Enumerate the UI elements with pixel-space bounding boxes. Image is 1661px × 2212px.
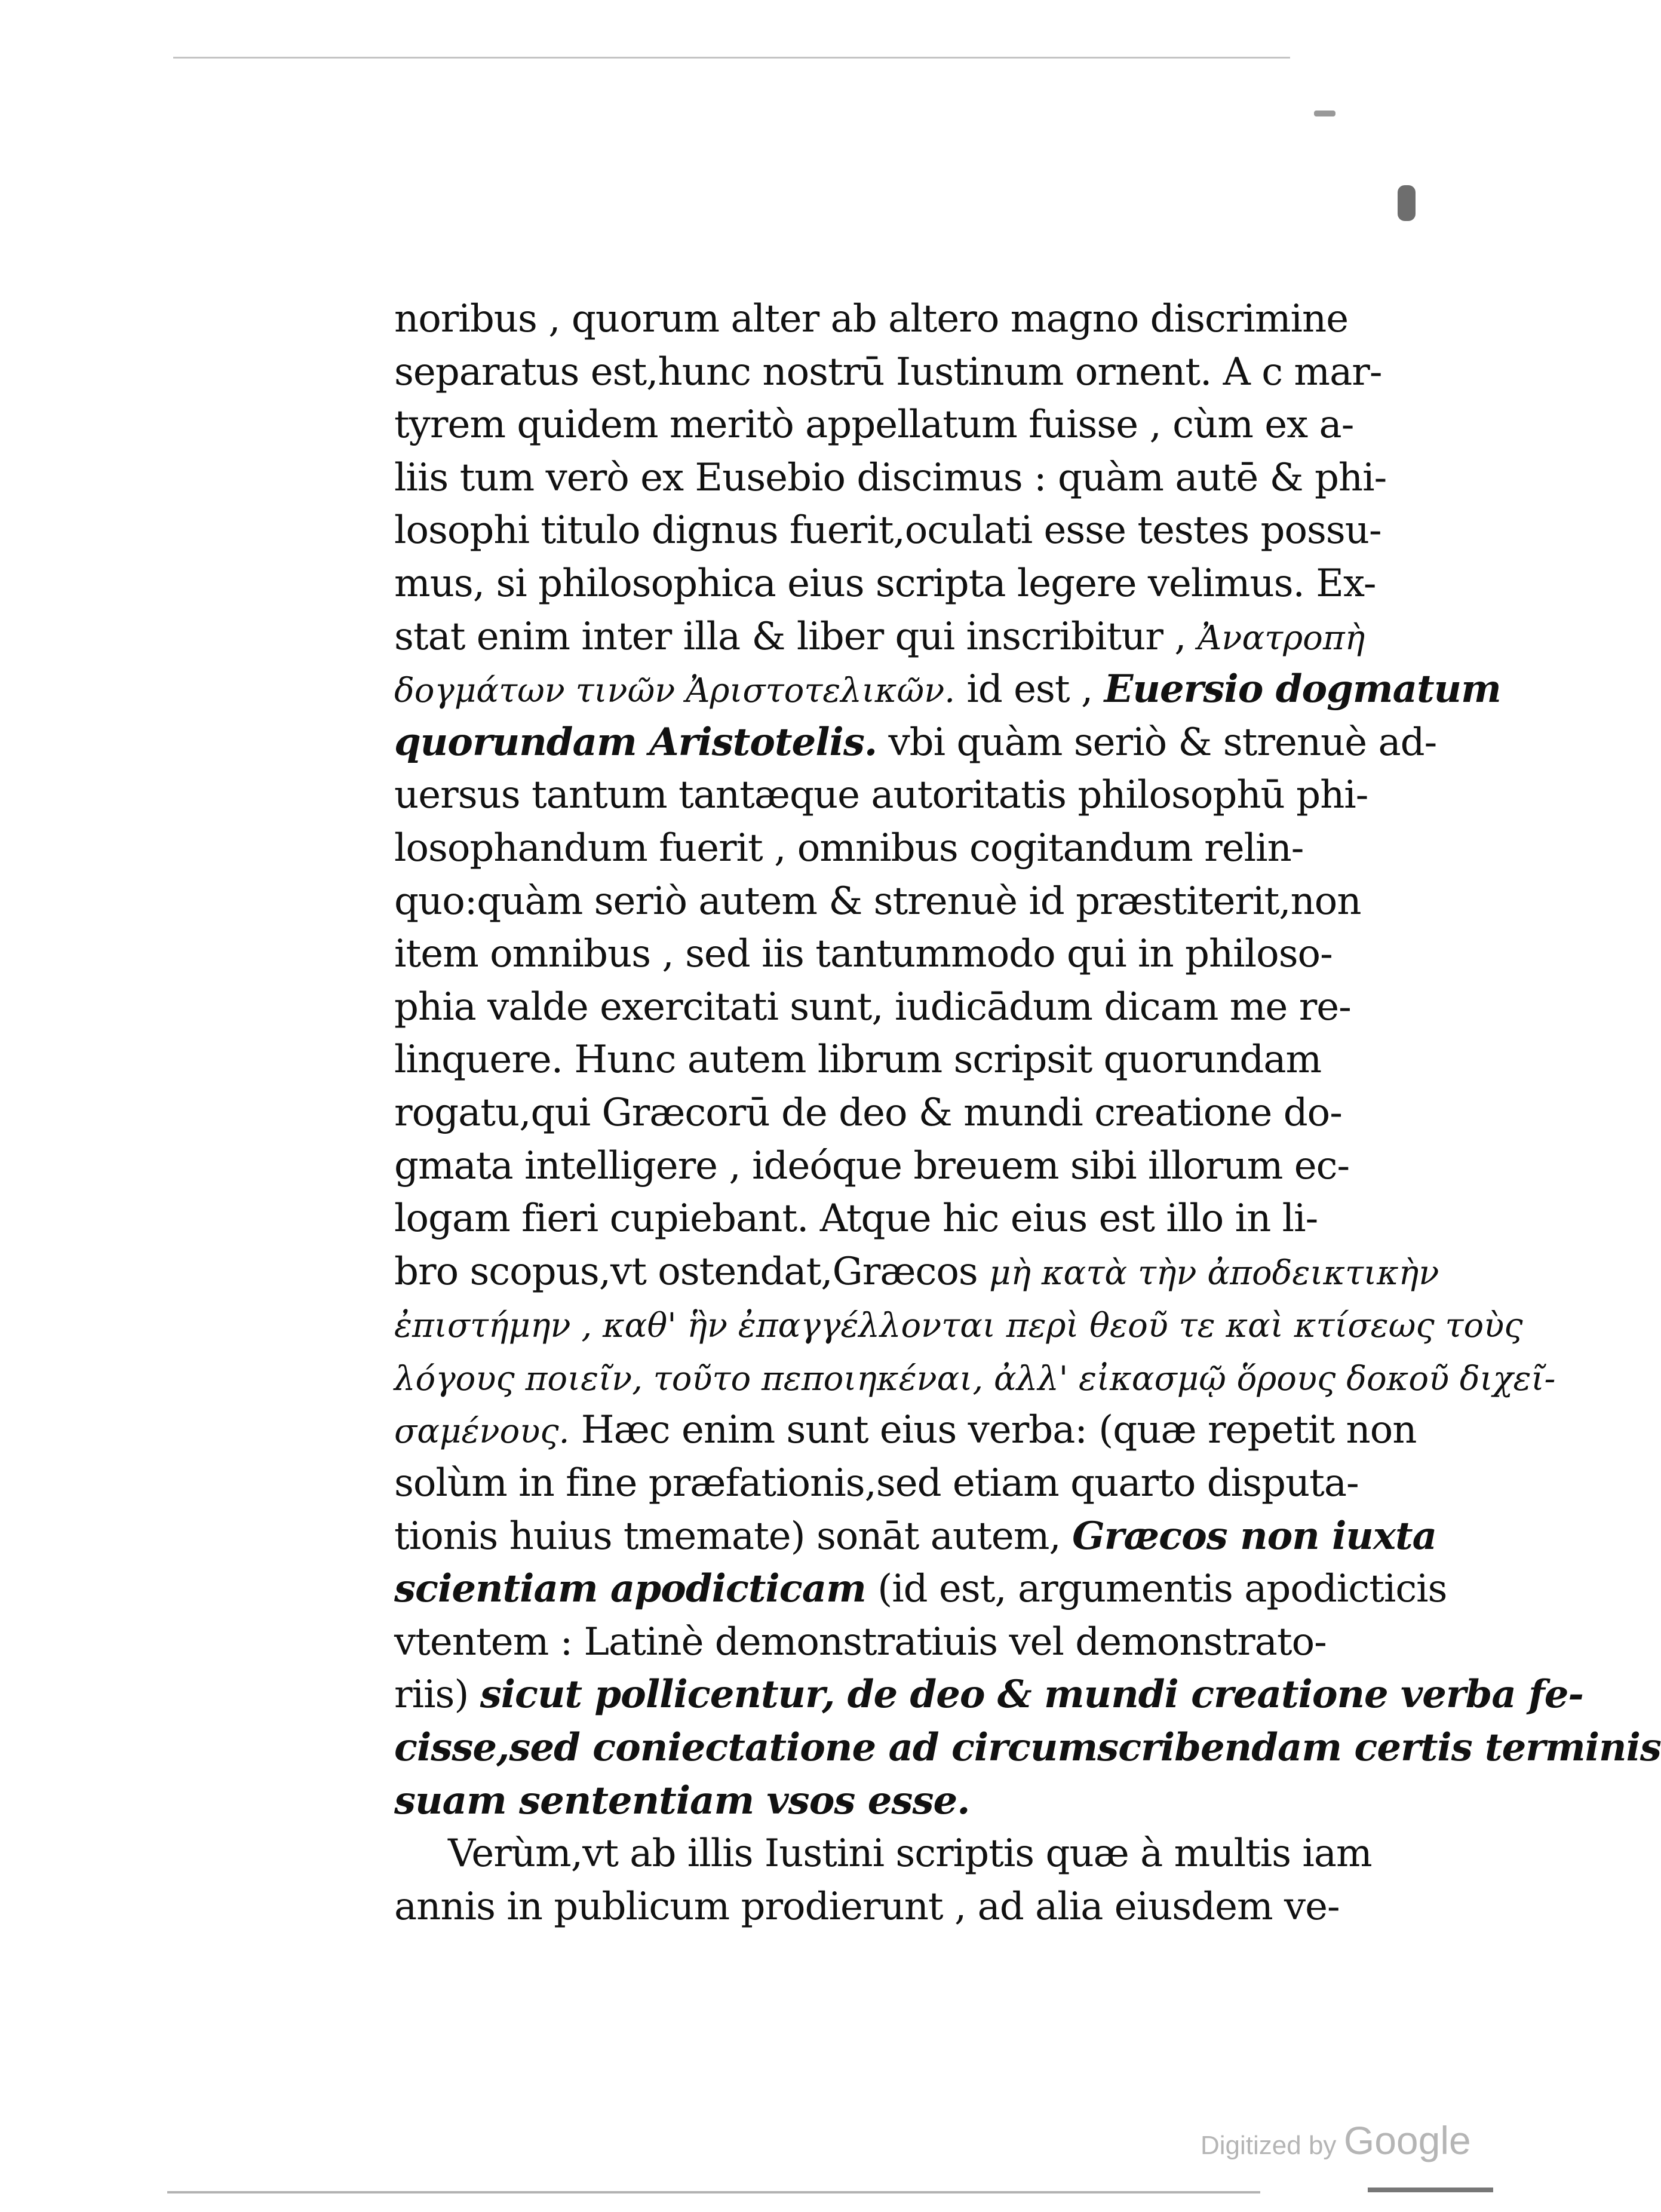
text-segment: logam fieri cupiebant. Atque hic eius est illo in li- [394, 1196, 1318, 1241]
text-line [394, 1298, 1523, 1351]
text-segment: bro scopus,vt ostendat,Græcos [394, 1249, 990, 1294]
text-line [394, 1775, 1326, 1828]
text-line [394, 1563, 1447, 1616]
greek-text-segment: Ἀνατροπὴ [1197, 618, 1365, 658]
text-line [394, 1616, 1326, 1669]
text-line [394, 716, 1437, 769]
text-line [394, 1351, 1556, 1404]
text-segment: liis tum verò ex Eusebio discimus : quàm autē & phi- [394, 455, 1387, 500]
watermark-brand: Google [1343, 2118, 1471, 2162]
text-line [394, 769, 1368, 822]
text-segment: riis) [394, 1673, 480, 1717]
text-segment: vtentem : Latinè demonstratiuis vel demonstrato- [394, 1619, 1327, 1664]
text-segment: Hæc enim sunt eius verba: (quæ repetit non [569, 1408, 1417, 1453]
scan-artifact-bottom-rule [167, 2191, 1260, 2193]
text-line [394, 1457, 1359, 1510]
text-line [394, 822, 1326, 875]
scan-artifact-speck [1314, 111, 1335, 116]
text-segment: tionis huius tmemate) sonāt autem, [394, 1514, 1073, 1558]
text-line [394, 1087, 1342, 1140]
text-segment: rogatu,qui Græcorū de deo & mundi creatione do- [394, 1090, 1342, 1135]
text-line [394, 1668, 1583, 1722]
text-segment: Verùm,vt ab illis Iustini scriptis quæ à multis iam [448, 1831, 1372, 1876]
greek-text-segment: ἐπιστήμην , καθ' ἣν ἐπαγγέλλονται περὶ θεοῦ τε καὶ κτίσεως τοὺς [394, 1306, 1523, 1346]
text-segment: quo:quàm seriò autem & strenuè id præstiterit,non [394, 879, 1361, 924]
text-segment: losophandum fuerit , omnibus cogitandum relin- [394, 826, 1304, 870]
greek-text-segment: δογμάτων τινῶν Ἀριστοτελικῶν. [394, 671, 956, 711]
italic-text-segment: quorundam Aristotelis. [394, 719, 877, 765]
text-line [394, 1404, 1417, 1457]
text-segment: id est , [955, 667, 1104, 712]
text-line [394, 504, 1381, 557]
text-segment: noribus , quorum alter ab altero magno discrimine [394, 297, 1349, 341]
scan-artifact-top-rule [173, 57, 1290, 59]
text-line [394, 875, 1361, 928]
italic-text-segment: scientiam apodicticam [394, 1566, 866, 1612]
text-segment: (id est, argumentis apodicticis [865, 1567, 1447, 1612]
text-segment: item omnibus , sed iis tantummodo qui in philoso- [394, 932, 1333, 977]
text-line [394, 398, 1354, 452]
text-line [394, 928, 1333, 981]
text-line [394, 452, 1387, 505]
text-line [394, 981, 1351, 1034]
text-line [394, 1192, 1326, 1245]
text-segment: linquere. Hunc autem librum scripsit quorundam [394, 1038, 1322, 1082]
text-line [394, 346, 1382, 399]
text-segment: phia valde exercitati sunt, iudicādum dicam me re- [394, 984, 1351, 1029]
greek-text-segment: λόγους ποιεῖν, τοῦτο πεποιηκέναι, ἀλλ' εἰκασμῷ ὅρους δοκοῦ διχεῖ- [394, 1359, 1556, 1398]
text-segment: losophi titulo dignus fuerit,oculati esse testes possu- [394, 508, 1381, 553]
text-line [394, 1827, 1372, 1880]
text-line [394, 1033, 1326, 1087]
text-segment: tyrem quidem meritò appellatum fuisse , cùm ex a- [394, 403, 1354, 447]
greek-text-segment: μὴ κατὰ τὴν ἀποδεικτικὴν [989, 1253, 1439, 1293]
text-line [394, 557, 1376, 610]
text-segment: vbi quàm seriò & strenuè ad- [877, 720, 1437, 765]
digitized-by-watermark [1201, 2118, 1471, 2163]
text-line [394, 1722, 1661, 1775]
scan-artifact-corner-blot [1398, 185, 1416, 221]
text-segment: uersus tantum tantæque autoritatis philosophū phi- [394, 773, 1368, 818]
text-segment: annis in publicum prodierunt , ad alia eiusdem ve- [394, 1884, 1340, 1929]
text-segment: separatus est,hunc nostrū Iustinum ornent. A c mar- [394, 349, 1382, 394]
page-text [394, 293, 1661, 1933]
watermark-prefix: Digitized by [1201, 2131, 1337, 2160]
italic-text-segment: Euersio dogmatum [1104, 667, 1501, 712]
text-segment: solùm in fine præfationis,sed etiam quarto disputa- [394, 1461, 1359, 1506]
greek-text-segment: σαμένους. [394, 1412, 570, 1452]
italic-text-segment: cisse,sed coniectatione ad circumscribendam certis terminis [394, 1725, 1661, 1771]
text-segment: gmata intelligere , ideóque breuem sibi illorum ec- [394, 1143, 1350, 1188]
text-segment: stat enim inter illa & liber qui inscribitur , [394, 614, 1198, 659]
italic-text-segment: sicut pollicentur, de deo & mundi creatione verba fe- [480, 1672, 1583, 1717]
text-line [394, 610, 1365, 664]
text-line [394, 1245, 1439, 1299]
text-line [394, 1510, 1437, 1563]
text-line [394, 1880, 1340, 1934]
italic-text-segment: Græcos non iuxta [1072, 1513, 1437, 1558]
text-segment: mus, si philosophica eius scripta legere velimus. Ex- [394, 561, 1376, 606]
scan-artifact-edge-rule [1368, 2188, 1493, 2192]
text-line [394, 293, 1349, 346]
italic-text-segment: suam sententiam vsos esse. [394, 1778, 970, 1823]
text-line [394, 663, 1501, 716]
text-line [394, 1140, 1350, 1193]
